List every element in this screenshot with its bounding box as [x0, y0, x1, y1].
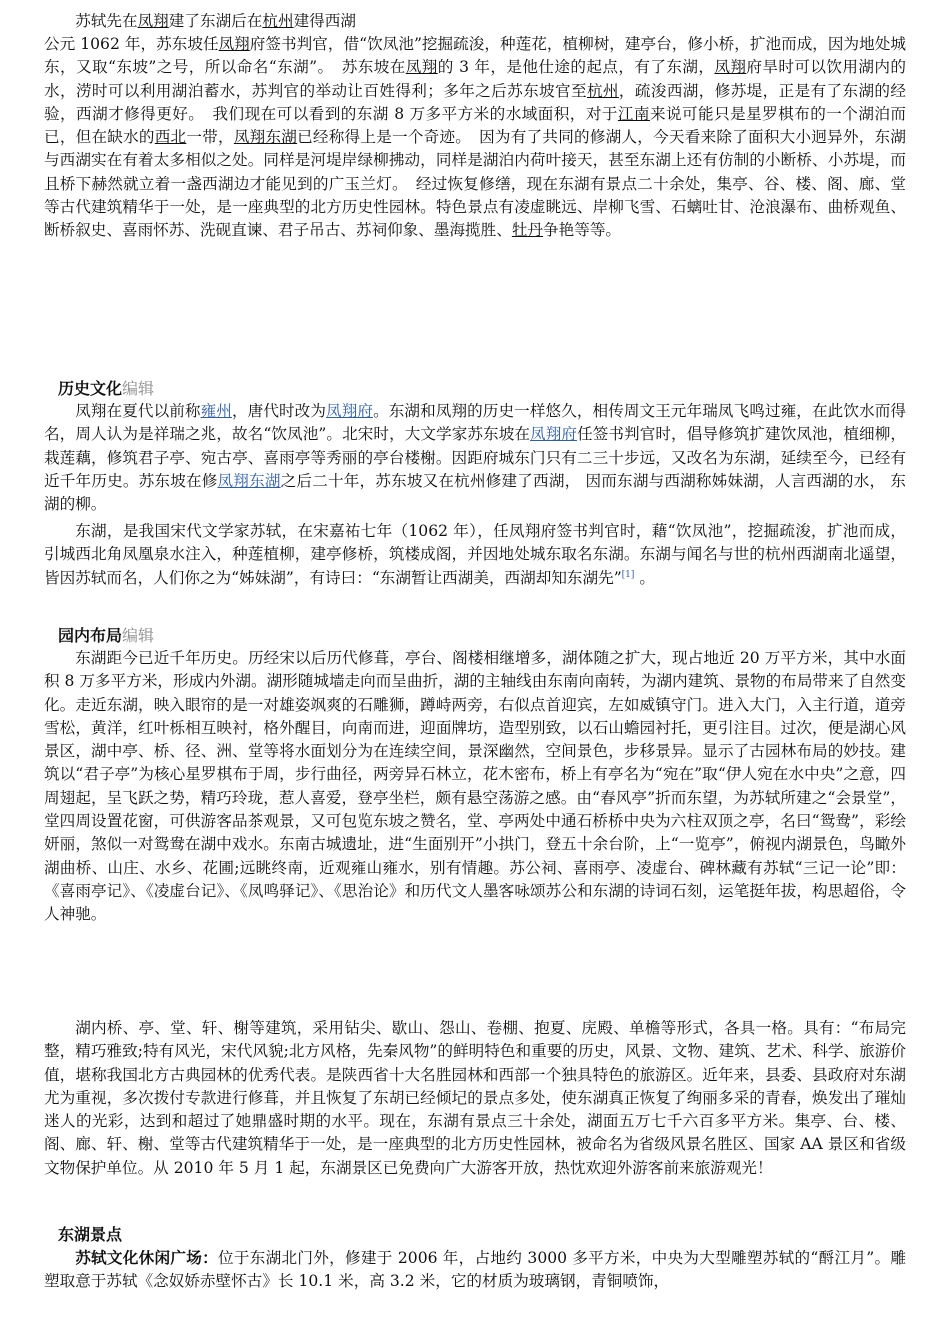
- link-fengxiang[interactable]: 凤翔: [714, 58, 747, 77]
- reference-link[interactable]: [1]: [621, 569, 635, 580]
- link-fengxiangfu[interactable]: 凤翔府: [326, 402, 374, 420]
- history-paragraph-2: [44, 520, 906, 590]
- link-mudan[interactable]: 牡丹: [511, 221, 544, 240]
- intro-text: 来说可能只是星罗棋布的一个湖泊而已，但在缺水的: [44, 104, 906, 147]
- intro-text: ，疏浚西湖，修苏堤，正是有了东湖的经验，西湖才修得更好。 我们现在可以看到的东湖 8 万多平方米的水域面积，对于: [44, 81, 906, 123]
- history-paragraph-1: [44, 400, 906, 516]
- link-xibei[interactable]: 西北: [154, 128, 187, 147]
- history-text: ，唐代时改为: [231, 402, 327, 420]
- section-heading-scenic: [58, 1223, 122, 1246]
- scenic-text: 位于东湖北门外，修建于 2006 年，占地约 3000 多平方米，中央为大型雕塑苏轼的“酹江月”。雕塑取意于苏轼《念奴娇赤壁怀古》长 10.1 米，高 3.2 米，它的材质为玻璃钢，青铜喷饰，: [44, 1249, 906, 1291]
- link-hangzhou[interactable]: 杭州: [586, 81, 619, 100]
- link-fengxiang-donghu[interactable]: 凤翔东湖: [217, 471, 281, 490]
- link-fengxiang[interactable]: 凤翔: [218, 35, 250, 53]
- intro-text: 府旱时可以饮用湖内的水，涝时可以利用湖泊蓄水，苏判官的举动让百姓得利；多年之后苏东坡官至: [44, 58, 906, 100]
- history-text: 任签书判官时，倡导修筑扩建饮凤池，植细柳，栽莲藕，修筑君子亭、宛古亭、喜雨亭等秀丽的亭台楼榭。因距府城东门只有二三十步远，又改名为东湖，延续至今，已经有近千年历史。苏东坡在修: [44, 425, 906, 490]
- history-text: 东湖，是我国宋代文学家苏轼，在宋嘉祐七年（1062 年），任凤翔府签书判官时，藉“饮凤池”，挖掘疏浚，扩池而成，引城西北角凤凰泉水注入，种莲植柳，建亭修桥，筑楼成阁，并因地处城东取名东湖。东湖与闻名与世的杭州西湖南北遥望，皆因苏轼而名，人们你之为“姊妹湖”，有诗曰：“东湖暂让西湖美，西湖却知东湖先”: [44, 522, 906, 587]
- scenic-paragraph-1: [44, 1246, 906, 1294]
- layout-text: 湖内桥、亭、堂、轩、榭等建筑，采用钻尖、歇山、怨山、卷棚、抱夏、庑殿、单檐等形式，各具一格。具有：“布局完整，精巧雅致;特有风光，宋代风貌;北方风格，先秦风物”的鲜明特色和重要的历史，风景、文物、建筑、艺术、科学、旅游价值，堪称我国北方古典园林的优秀代表。是陕西省十大名胜园林和西部一个独具特色的旅游区。近年来，县委、县政府对东湖尤为重视，多次拨付专款进行修葺，并且恢复了东胡已经倾圮的景点多处，使东湖真正恢复了绚丽多采的青春，焕发出了璀灿迷人的光彩，达到和超过了她鼎盛时期的水平。现在，东湖有景点三十余处，湖面五万七千六百多平方米。集亭、台、楼、阁、廊、轩、榭、堂等古代建筑精华于一处，是一座典型的北方历史性园林，被命名为省级风景名胜区、国家 AA 景区和省级文物保护单位。从 2010 年 5 月 1 起，东湖景区已免费向广大游客开放，热忱欢迎外游客前来旅游观光！: [44, 1019, 906, 1177]
- section-heading-layout: [58, 624, 154, 647]
- intro-title-text: 建得西湖: [293, 12, 356, 30]
- history-text: 凤翔在夏代以前称: [75, 402, 201, 420]
- link-fengxiangfu[interactable]: 凤翔府: [530, 425, 578, 444]
- intro-text: 一带，: [186, 128, 234, 147]
- link-jiangnan[interactable]: 江南: [617, 104, 650, 123]
- heading-text: 东湖景点: [58, 1225, 123, 1244]
- edit-link[interactable]: 编辑: [122, 379, 155, 398]
- link-fengxiang[interactable]: 凤翔: [405, 58, 438, 77]
- intro-text: 公元 1062 年，苏东坡任: [44, 35, 219, 53]
- intro-title-text: 建了东湖后在: [168, 12, 263, 30]
- scenic-spot-name: 苏轼文化休闲广场：: [75, 1248, 219, 1267]
- intro-text: 的 3 年，是他仕途的起点，有了东湖，: [437, 58, 715, 77]
- link-hangzhou[interactable]: 杭州: [262, 12, 294, 30]
- heading-text: 历史文化: [58, 379, 123, 398]
- intro-text: 争艳等等。: [543, 221, 622, 240]
- intro-title-text: 苏轼先在: [75, 12, 138, 30]
- section-heading-history: [58, 377, 154, 400]
- layout-paragraph-2: [44, 1017, 906, 1180]
- edit-link[interactable]: 编辑: [122, 626, 155, 645]
- heading-text: 园内布局: [58, 626, 123, 645]
- history-text: 。东湖和凤翔的历史一样悠久，相传周文王元年瑞凤飞鸣过雍，在此饮水而得名，周人认为是祥瑞之兆，故名“饮凤池”。北宋时，大文学家苏东坡在: [44, 402, 906, 444]
- link-fengxiang[interactable]: 凤翔: [137, 12, 169, 30]
- link-fengxiang-donghu[interactable]: 凤翔东湖: [233, 128, 298, 147]
- intro-text: 府签书判官，借“饮凤池”挖掘疏浚，种莲花，植柳树，建亭台，修小桥，扩池而成，因为地处城东，又取“东坡”之号，所以命名“东湖”。 苏东坡在: [44, 35, 906, 77]
- history-text: 之后二十年，苏东坡又在杭州修建了西湖， 因而东湖与西湖称姊妹湖，人言西湖的水， 东湖的柳。: [44, 471, 906, 514]
- link-yongzhou[interactable]: 雍州: [200, 402, 232, 420]
- layout-text: 东湖距今已近千年历史。历经宋以后历代修葺，亭台、阁楼相继增多，湖体随之扩大，现占地近 20 万平方米，其中水面积 8 万多平方米，形成内外湖。湖形随城墙走向而呈曲折，湖的主轴线由东南向南转，为湖内建筑、景物的布局带来了自然变化。走近东湖，映入眼帘的是一对雄姿飒爽的石雕狮，蹲峙两旁，右似点首迎宾，左如威镇守门。进入大门，入主行道，道旁雪松，黄洋，红叶栎相互映衬，格外醒目，向南而进，迎面牌坊，造型别致，以石山蟾园衬托，更引注目。过次，便是湖心风景区，湖中亭、桥、径、洲、堂等将水面划分为在连续空间，景深幽然，空间景色，步移景异。显示了古园林布局的妙技。建筑以“君子亭”为核心星罗棋布于周，步行曲径，两旁异石林立，花木密布，桥上有亭名为“宛在”取“伊人宛在水中央”之意，四周翅起，呈飞跃之势，精巧玲珑，惹人喜爱，登亭坐栏，颇有悬空荡游之感。由“春风亭”折而东望，为苏轼所建之“会景堂”，堂四周设置花窗，可供游客品茶观景，又可包览东坡之赞名，堂、亭两处中通石桥桥中央为六柱双顶之亭，名曰“鸳鸯”，彩绘妍丽，煞似一对鸳鸯在湖中戏水。东南古城遗址，进“生面别开”小拱门，登五十余台阶，上“一览亭”，俯视内湖景色，鸟瞰外湖曲桥、山庄、水乡、花圃;远眺终南，近观雍山雍水，别有情趣。苏公祠、喜雨亭、凌虚台、碑林藏有苏轼“三记一论”即：《喜雨亭记》、《凌虚台记》、《凤鸣驿记》、《思治论》和历代文人墨客咏颂苏公和东湖的诗词石刻，运笔挺年拔，构思超俗，令人神驰。: [44, 649, 906, 924]
- history-text: 。: [634, 568, 655, 587]
- intro-title: [44, 10, 906, 33]
- intro-paragraph: [44, 33, 906, 243]
- layout-paragraph-1: [44, 647, 906, 927]
- intro-text: 已经称得上是一个奇迹。 因为有了共同的修湖人，今天看来除了面积大小迥异外，东湖与西湖实在有着太多相似之处。同样是河堤岸绿柳拂动，同样是湖泊内荷叶接天，甚至东湖上还有仿制的小断桥、小苏堤，而且桥下赫然就立着一盏西湖边才能见到的广玉兰灯。 经过恢复修缮，现在东湖有景点二十余处，集亭、谷、楼、阁、廊、堂等古代建筑精华于一处，是一座典型的北方历史性园林。特色景点有凌虚眺远、岸柳飞雪、石螭吐甘、沧浪瀑布、曲桥观鱼、断桥叙史、喜雨怀苏、洗砚直谏、君子吊古、苏祠仰象、墨海揽胜、: [44, 128, 906, 240]
